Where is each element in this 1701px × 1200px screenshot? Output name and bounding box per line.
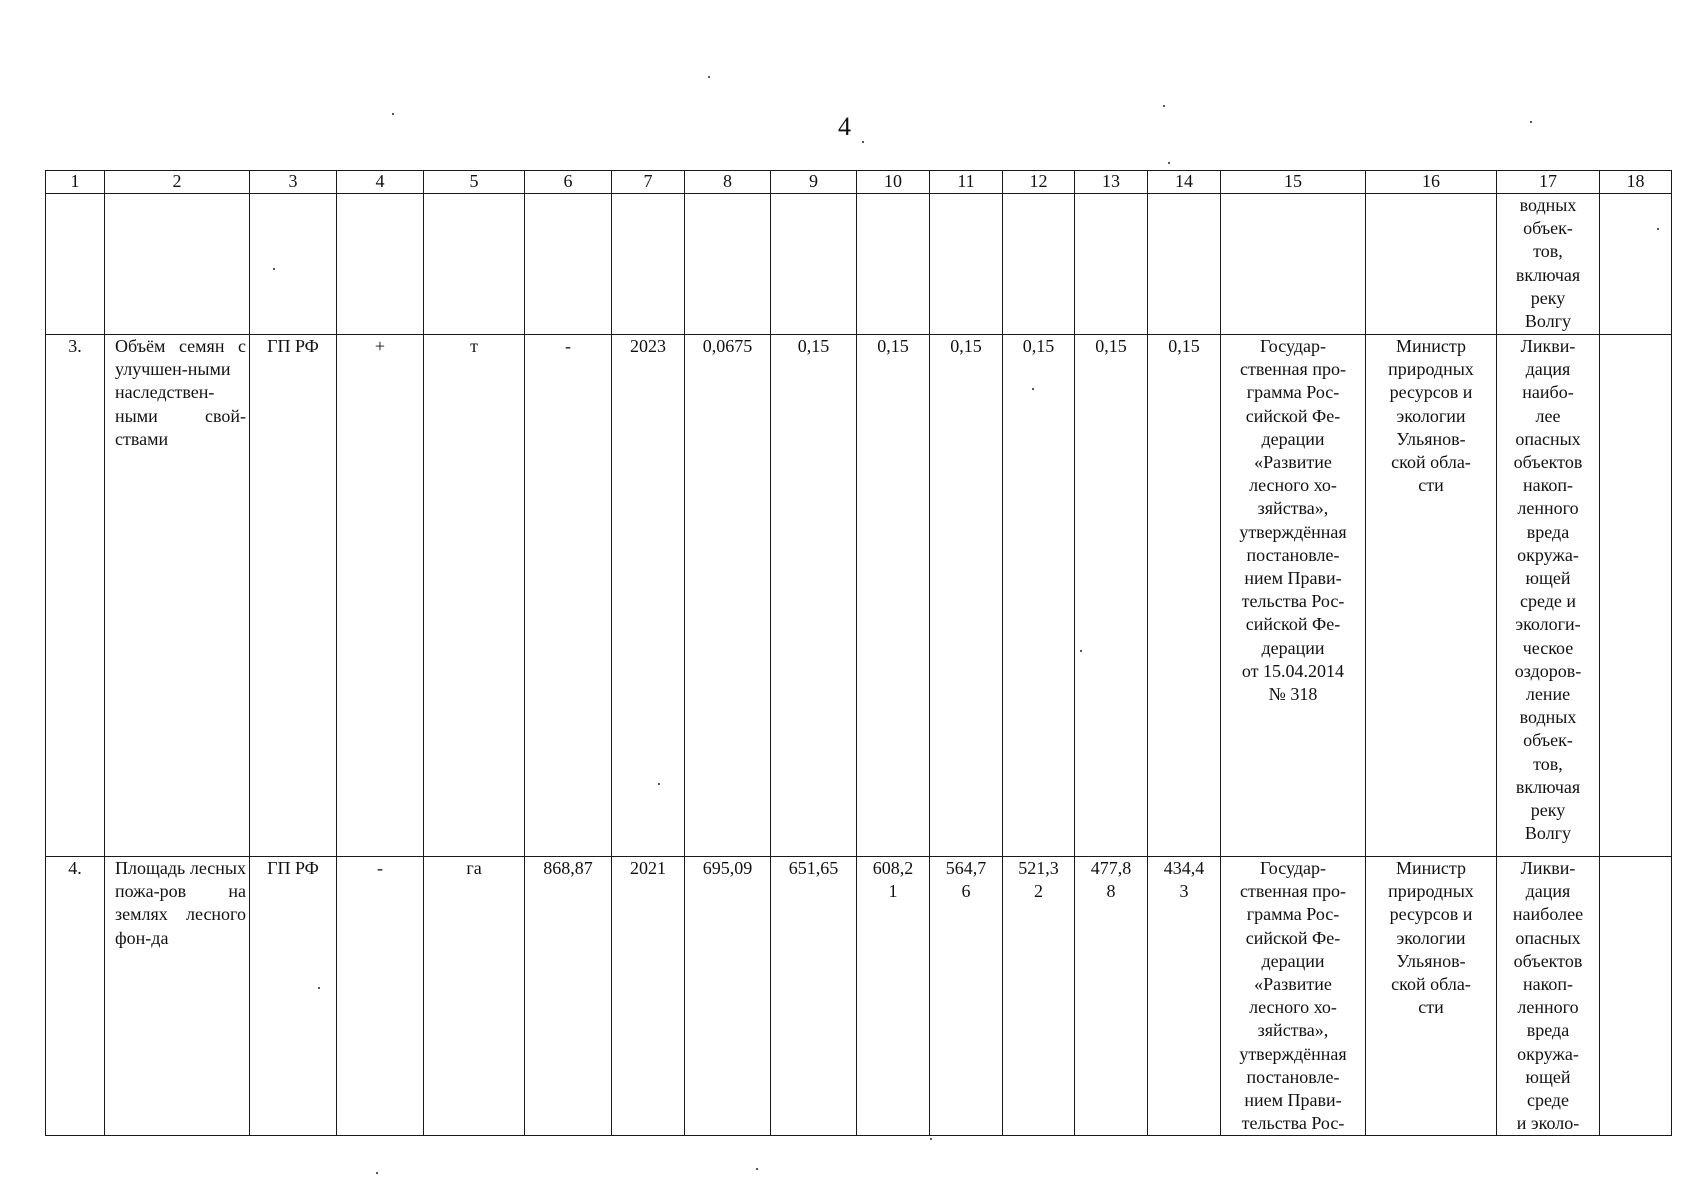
value-cell: 0,15 xyxy=(771,335,857,857)
column-header: 2 xyxy=(105,171,250,194)
responsible-cell: Министр природных ресурсов и экологии Ульянов- ской обла- сти xyxy=(1366,857,1497,1136)
table-row xyxy=(46,335,1672,857)
base-year-cell: 2021 xyxy=(612,857,685,1136)
column-header: 11 xyxy=(930,171,1003,194)
table-cell xyxy=(1600,194,1672,335)
table-cell xyxy=(857,194,930,335)
table-cell xyxy=(1221,194,1366,335)
column-header: 3 xyxy=(250,171,337,194)
column-header: 14 xyxy=(1148,171,1221,194)
indicator-name: Объём семян с улучшен-ными наследствен-ными свой-ствами xyxy=(105,335,250,857)
value-cell: 434,4 3 xyxy=(1148,857,1221,1136)
value-cell: 0,15 xyxy=(1148,335,1221,857)
table-row xyxy=(46,857,1672,1136)
base-value-cell: 868,87 xyxy=(525,857,612,1136)
indicators-table xyxy=(45,170,1672,1136)
scan-speck xyxy=(708,76,710,78)
value-cell: 564,7 6 xyxy=(930,857,1003,1136)
table-cell xyxy=(771,194,857,335)
value-cell: 651,65 xyxy=(771,857,857,1136)
direction-cell: + xyxy=(337,335,424,857)
column-header: 13 xyxy=(1075,171,1148,194)
value-cell: 695,09 xyxy=(685,857,771,1136)
table-cell xyxy=(685,194,771,335)
table-cell xyxy=(612,194,685,335)
task-cell: Ликви- дация наибо- лее опасных объектов накоп- ленного вреда окружа- ющей среде и экологи- ческое оздоров- ление водных объек- тов, включая реку Волгу xyxy=(1497,335,1600,857)
scan-speck xyxy=(1168,162,1170,164)
table-cell xyxy=(1600,335,1672,857)
table-cell xyxy=(1075,194,1148,335)
value-cell: 0,15 xyxy=(1003,335,1075,857)
program-cell: Государ- ственная про- грамма Рос- сийской Фе- дерации «Развитие лесного хо- зяйства», утверждённая постановле- нием Прави- тельства Рос- xyxy=(1221,857,1366,1136)
table-cell xyxy=(250,194,337,335)
row-number: 4. xyxy=(46,857,105,1136)
scan-speck xyxy=(376,1172,378,1174)
task-cell: Ликви- дация наиболее опасных объектов накоп- ленного вреда окружа- ющей среде и эколо- xyxy=(1497,857,1600,1136)
scan-speck xyxy=(756,1168,758,1170)
scan-speck xyxy=(862,141,864,143)
base-year-cell: 2023 xyxy=(612,335,685,857)
table-cell xyxy=(46,194,105,335)
table-cell xyxy=(1600,857,1672,1136)
value-cell: 477,8 8 xyxy=(1075,857,1148,1136)
value-cell: 0,15 xyxy=(857,335,930,857)
scan-speck xyxy=(1530,121,1532,123)
scan-speck xyxy=(392,113,394,115)
base-value-cell: - xyxy=(525,335,612,857)
unit-cell: га xyxy=(424,857,525,1136)
column-header: 8 xyxy=(685,171,771,194)
indicator-name: Площадь лесных пожа-ров на землях лесного фон-да xyxy=(105,857,250,1136)
row-number: 3. xyxy=(46,335,105,857)
column-header: 9 xyxy=(771,171,857,194)
table-cell xyxy=(1003,194,1075,335)
scan-speck xyxy=(930,1138,932,1140)
column-header: 15 xyxy=(1221,171,1366,194)
scan-speck xyxy=(1163,105,1165,107)
table-cell xyxy=(337,194,424,335)
value-cell: 0,15 xyxy=(1075,335,1148,857)
value-cell: 608,2 1 xyxy=(857,857,930,1136)
header-row xyxy=(46,171,1672,194)
value-cell: 0,0675 xyxy=(685,335,771,857)
column-header: 6 xyxy=(525,171,612,194)
task-cell: водных объек- тов, включая реку Волгу xyxy=(1497,194,1600,335)
table-cell xyxy=(105,194,250,335)
table-cell xyxy=(1366,194,1497,335)
value-cell: 521,3 2 xyxy=(1003,857,1075,1136)
column-header: 18 xyxy=(1600,171,1672,194)
table-cell xyxy=(424,194,525,335)
page-number: 4 xyxy=(838,112,851,141)
source-cell: ГП РФ xyxy=(250,335,337,857)
program-cell: Государ- ственная про- грамма Рос- сийской Фе- дерации «Развитие лесного хо- зяйства», утверждённая постановле- нием Прави- тельства Рос- сийской Фе- дерации от 15.04.2014 № 318 xyxy=(1221,335,1366,857)
column-header: 12 xyxy=(1003,171,1075,194)
table-cell xyxy=(1148,194,1221,335)
column-header: 1 xyxy=(46,171,105,194)
table-cell xyxy=(525,194,612,335)
column-header: 5 xyxy=(424,171,525,194)
responsible-cell: Министр природных ресурсов и экологии Ульянов- ской обла- сти xyxy=(1366,335,1497,857)
column-header: 10 xyxy=(857,171,930,194)
column-header: 16 xyxy=(1366,171,1497,194)
column-header: 17 xyxy=(1497,171,1600,194)
unit-cell: т xyxy=(424,335,525,857)
value-cell: 0,15 xyxy=(930,335,1003,857)
direction-cell: - xyxy=(337,857,424,1136)
column-header: 4 xyxy=(337,171,424,194)
table-cell xyxy=(930,194,1003,335)
column-header: 7 xyxy=(612,171,685,194)
table-row xyxy=(46,194,1672,335)
source-cell: ГП РФ xyxy=(250,857,337,1136)
